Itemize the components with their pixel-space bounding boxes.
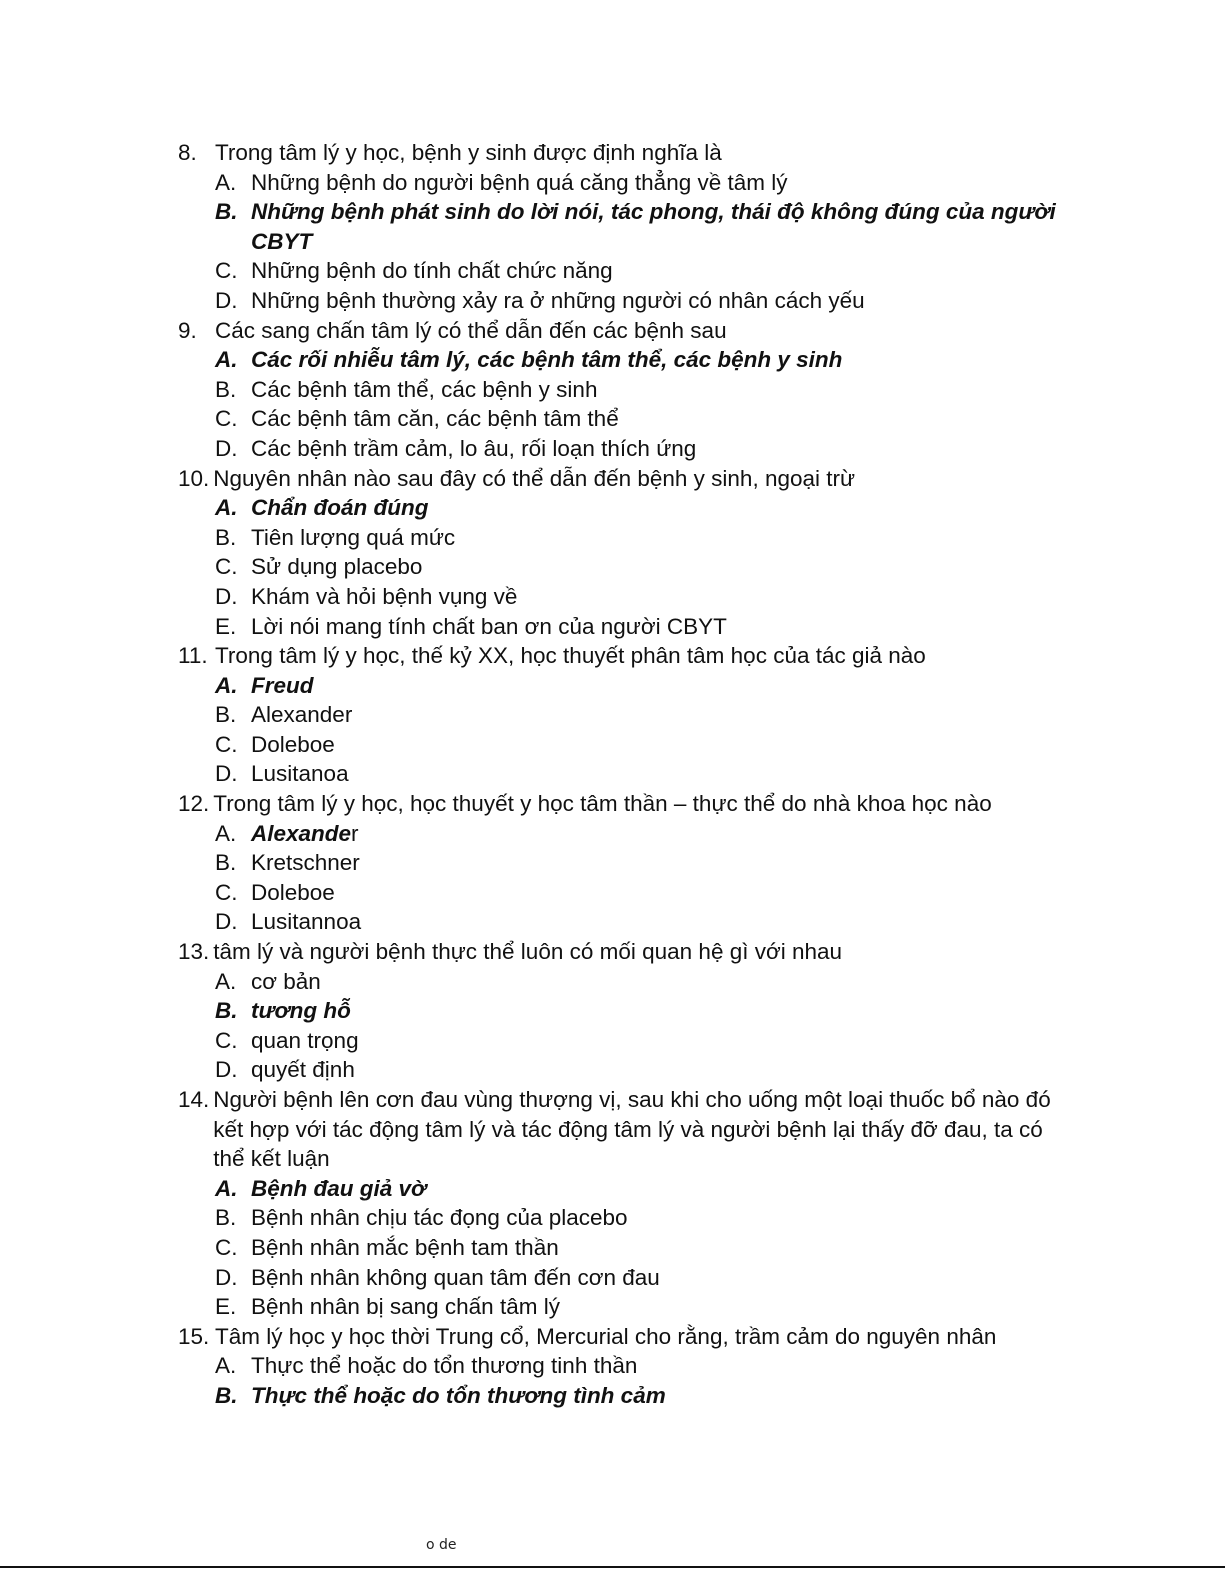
option-letter: A. bbox=[215, 1353, 237, 1379]
option-text: Các rối nhiễu tâm lý, các bệnh tâm thể, các bệnh y sinh bbox=[251, 347, 843, 373]
option-letter: D. bbox=[215, 1264, 238, 1290]
option-14c bbox=[215, 1233, 1078, 1263]
option-9c bbox=[215, 404, 1078, 434]
option-text: Những bệnh do người bệnh quá căng thẳng về tâm lý bbox=[251, 169, 788, 195]
option-letter: A. bbox=[215, 672, 238, 698]
question-11 bbox=[178, 641, 1078, 671]
option-14a-correct bbox=[215, 1174, 1078, 1204]
option-text: Bệnh nhân bị sang chấn tâm lý bbox=[251, 1294, 560, 1320]
option-8a bbox=[215, 168, 1078, 198]
option-15b-correct bbox=[215, 1381, 1078, 1411]
question-14 bbox=[178, 1085, 1078, 1174]
option-13c bbox=[215, 1026, 1078, 1056]
question-9 bbox=[178, 316, 1078, 346]
option-letter: A. bbox=[215, 495, 238, 521]
option-8b-correct bbox=[215, 197, 1078, 256]
option-text: Bệnh nhân chịu tác đọng của placebo bbox=[251, 1205, 628, 1231]
option-13b-correct bbox=[215, 996, 1078, 1026]
option-letter: B. bbox=[215, 850, 237, 876]
option-letter: C. bbox=[215, 879, 238, 905]
option-letter: E. bbox=[215, 613, 237, 639]
question-number: 12. bbox=[178, 791, 210, 817]
option-text: Bệnh nhân không quan tâm đến cơn đau bbox=[251, 1264, 660, 1290]
option-text: cơ bản bbox=[251, 968, 321, 994]
option-9d bbox=[215, 434, 1078, 464]
option-text: Lời nói mang tính chất ban ơn của người CBYT bbox=[251, 613, 727, 639]
option-10e bbox=[215, 612, 1078, 642]
option-9b bbox=[215, 375, 1078, 405]
option-letter: D. bbox=[215, 435, 238, 461]
option-letter: D. bbox=[215, 909, 238, 935]
bottom-divider bbox=[0, 1566, 1225, 1568]
option-text: Doleboe bbox=[251, 879, 335, 905]
option-10a-correct bbox=[215, 493, 1078, 523]
option-letter: C. bbox=[215, 406, 238, 432]
option-text bbox=[251, 819, 1078, 849]
option-text: Các bệnh tâm căn, các bệnh tâm thể bbox=[251, 406, 619, 432]
question-number: 13. bbox=[178, 939, 210, 965]
question-text: Người bệnh lên cơn đau vùng thượng vị, sau khi cho uống một loại thuốc bổ nào đó kết hợp với tác động tâm lý và tác động tâm lý và người bệnh lại thấy đỡ đau, ta có thể kết luận bbox=[213, 1087, 1051, 1172]
option-text: tương hỗ bbox=[251, 998, 351, 1024]
option-12c bbox=[215, 878, 1078, 908]
option-14d bbox=[215, 1263, 1078, 1293]
option-10c bbox=[215, 552, 1078, 582]
question-text: Nguyên nhân nào sau đây có thể dẫn đến bệnh y sinh, ngoại trừ bbox=[213, 465, 856, 491]
option-text: quyết định bbox=[251, 1057, 355, 1083]
option-letter: A. bbox=[215, 1175, 238, 1201]
option-11d bbox=[215, 759, 1078, 789]
question-15 bbox=[178, 1322, 1078, 1352]
question-text: Trong tâm lý y học, bệnh y sinh được định nghĩa là bbox=[215, 140, 722, 165]
question-text: Trong tâm lý y học, thế kỷ XX, học thuyết phân tâm học của tác giả nào bbox=[215, 643, 926, 669]
option-12a-correct bbox=[215, 819, 1078, 849]
option-letter: B. bbox=[215, 998, 238, 1024]
option-text: Khám và hỏi bệnh vụng về bbox=[251, 583, 518, 609]
option-letter: D. bbox=[215, 287, 238, 313]
question-number: 10. bbox=[178, 465, 210, 491]
option-12d bbox=[215, 907, 1078, 937]
option-text: Những bệnh thường xảy ra ở những người có nhân cách yếu bbox=[251, 287, 865, 313]
question-number: 15. bbox=[178, 1323, 210, 1349]
option-letter: A. bbox=[215, 968, 237, 994]
option-9a-correct bbox=[215, 345, 1078, 375]
option-text: Sử dụng placebo bbox=[251, 554, 423, 580]
option-10d bbox=[215, 582, 1078, 612]
option-letter: B. bbox=[215, 199, 238, 225]
option-text: Kretschner bbox=[251, 850, 360, 876]
option-14b bbox=[215, 1203, 1078, 1233]
option-8c bbox=[215, 256, 1078, 286]
question-number: 9. bbox=[178, 317, 197, 343]
option-text: Alexander bbox=[251, 702, 353, 728]
question-text: tâm lý và người bệnh thực thể luôn có mối quan hệ gì với nhau bbox=[213, 939, 843, 965]
option-15a bbox=[215, 1351, 1078, 1381]
option-letter: B. bbox=[215, 702, 237, 728]
option-12b bbox=[215, 848, 1078, 878]
option-letter: C. bbox=[215, 554, 238, 580]
option-text: Bệnh đau giả vờ bbox=[251, 1175, 427, 1201]
option-text-rest: r bbox=[351, 820, 359, 846]
option-letter: B. bbox=[215, 524, 237, 550]
option-11b bbox=[215, 700, 1078, 730]
page-footer: o de bbox=[426, 1537, 457, 1553]
question-number: 11. bbox=[178, 643, 208, 669]
option-text: Freud bbox=[251, 672, 314, 698]
option-letter: A. bbox=[215, 169, 237, 195]
option-11a-correct bbox=[215, 671, 1078, 701]
question-list bbox=[178, 138, 1078, 1411]
option-letter: D. bbox=[215, 761, 238, 787]
question-number: 14. bbox=[178, 1087, 210, 1112]
option-text: Doleboe bbox=[251, 731, 335, 757]
option-8d bbox=[215, 286, 1078, 316]
question-8 bbox=[178, 138, 1078, 168]
option-text: Bệnh nhân mắc bệnh tam thần bbox=[251, 1234, 559, 1260]
option-text: Tiên lượng quá mức bbox=[251, 524, 456, 550]
question-text: Trong tâm lý y học, học thuyết y học tâm thần – thực thể do nhà khoa học nào bbox=[213, 791, 992, 817]
option-text: Những bệnh do tính chất chức năng bbox=[251, 258, 613, 284]
option-13a bbox=[215, 967, 1078, 997]
question-text: Tâm lý học y học thời Trung cổ, Mercurial cho rằng, trầm cảm do nguyên nhân bbox=[215, 1323, 997, 1349]
option-letter: B. bbox=[215, 1205, 237, 1231]
option-text: Lusitannoa bbox=[251, 909, 362, 935]
option-13d bbox=[215, 1055, 1078, 1085]
question-10 bbox=[178, 464, 1078, 494]
option-text: Thực thể hoặc do tổn thương tinh thần bbox=[251, 1353, 638, 1379]
option-letter: C. bbox=[215, 1234, 238, 1260]
question-number: 8. bbox=[178, 140, 197, 165]
option-letter: D. bbox=[215, 1057, 238, 1083]
option-letter: C. bbox=[215, 1027, 238, 1053]
option-14e bbox=[215, 1292, 1078, 1322]
option-text: Chẩn đoán đúng bbox=[251, 495, 429, 521]
option-letter: A. bbox=[215, 347, 238, 373]
option-letter: C. bbox=[215, 258, 238, 284]
option-text: Thực thể hoặc do tổn thương tình cảm bbox=[251, 1382, 666, 1408]
option-text-bold: Alexande bbox=[251, 820, 352, 846]
option-letter: B. bbox=[215, 376, 237, 402]
option-letter: D. bbox=[215, 583, 238, 609]
option-letter: B. bbox=[215, 1382, 238, 1408]
option-text: Các bệnh tâm thể, các bệnh y sinh bbox=[251, 376, 598, 402]
option-text: Lusitanoa bbox=[251, 761, 349, 787]
option-11c bbox=[215, 730, 1078, 760]
option-10b bbox=[215, 523, 1078, 553]
question-12 bbox=[178, 789, 1078, 819]
option-letter: E. bbox=[215, 1294, 237, 1320]
question-text: Các sang chấn tâm lý có thể dẫn đến các bệnh sau bbox=[215, 317, 727, 343]
option-letter: C. bbox=[215, 731, 238, 757]
option-text: quan trọng bbox=[251, 1027, 359, 1053]
option-text: Những bệnh phát sinh do lời nói, tác phong, thái độ không đúng của người CBYT bbox=[251, 199, 1056, 254]
question-13 bbox=[178, 937, 1078, 967]
option-letter: A. bbox=[215, 820, 237, 846]
option-text: Các bệnh trầm cảm, lo âu, rối loạn thích ứng bbox=[251, 435, 697, 461]
